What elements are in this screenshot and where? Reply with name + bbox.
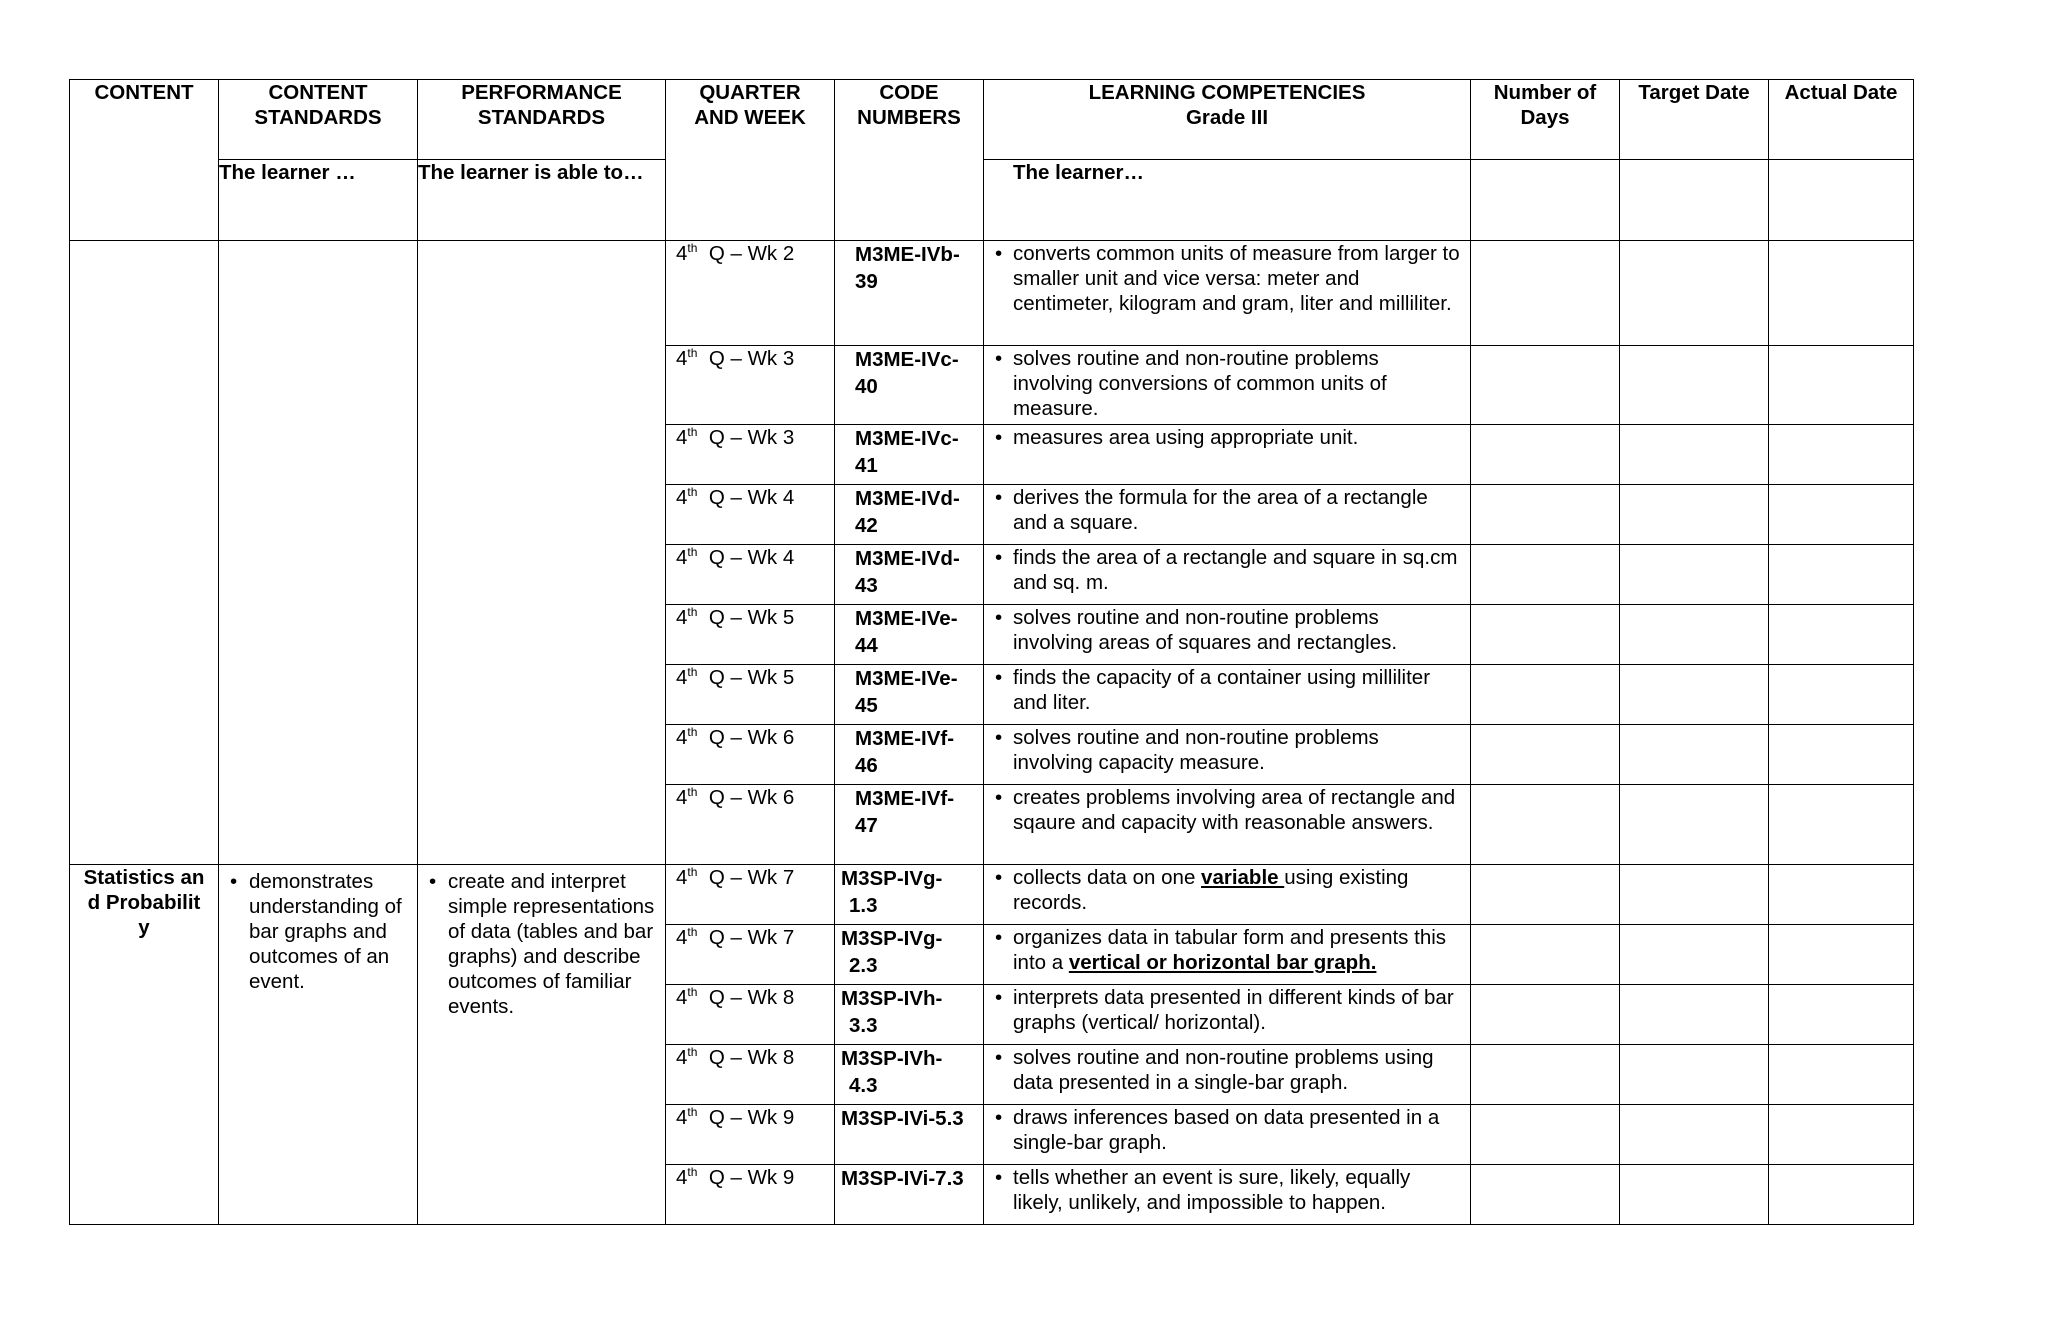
quarter-week-cell [666,545,835,605]
quarter-week-cell [666,605,835,665]
target-date-cell [1620,605,1769,665]
competency-cell [984,425,1471,485]
code-number [835,925,983,979]
code-number [835,725,983,779]
quarter-week-text [666,605,834,630]
competency-cell [984,1105,1471,1165]
competency-cell [984,785,1471,865]
competency-label: derives the formula for the area of a rectangle and a square. [1013,486,1428,534]
subheader-performance-standards: The learner is able to… [418,160,666,241]
bullet-icon: • [995,1106,1003,1129]
code-prefix: M3ME-IVd- [855,547,960,570]
quarter-week-cell [666,785,835,865]
table-row [70,241,1914,346]
week-label: Q – Wk 2 [708,242,795,265]
bullet-icon: • [995,986,1003,1009]
quarter-number: 4 [676,347,688,370]
target-date-cell [1620,346,1769,425]
week-label: Q – Wk 8 [708,1046,795,1069]
competency-label-end: using existing records. [1013,866,1409,914]
days-cell [1471,605,1620,665]
competency-label: finds the capacity of a container using milliliter and liter. [1013,666,1431,714]
target-date-cell [1620,1165,1769,1225]
competency-text [984,346,1470,421]
bullet-icon: • [995,426,1003,449]
competency-label: solves routine and non-routine problems involving capacity measure. [1013,726,1379,774]
competency-text [984,985,1470,1035]
code-suffix: 40 [855,375,878,398]
quarter-number: 4 [676,546,688,569]
target-date-cell [1620,925,1769,985]
competency-label: finds the area of a rectangle and square in sq.cm and sq. m. [1013,546,1458,594]
subheader-target-date-cell [1620,160,1769,241]
days-cell [1471,985,1620,1045]
days-cell [1471,485,1620,545]
code-suffix: 43 [855,574,878,597]
code-number [835,865,983,919]
ordinal-suffix: th [687,545,698,559]
content-standard-statistics [219,865,418,1225]
ordinal-suffix: th [687,485,698,499]
ordinal-suffix: th [687,985,698,999]
header-quarter-week-label: QUARTER AND WEEK [694,81,806,129]
competency-text [984,665,1470,715]
bullet-icon: • [995,866,1003,889]
ordinal-suffix: th [687,605,698,619]
competency-label: creates problems involving area of rectangle and sqaure and capacity with reasonable answers. [1013,786,1456,834]
code-prefix: M3ME-IVe- [855,667,958,690]
actual-date-cell [1769,425,1914,485]
quarter-week-cell [666,665,835,725]
bullet-icon: • [995,926,1003,949]
header-target-date: Target Date [1620,80,1769,160]
week-label: Q – Wk 6 [708,786,795,809]
actual-date-cell [1769,665,1914,725]
target-date-cell [1620,545,1769,605]
code-number [835,1045,983,1099]
days-cell [1471,545,1620,605]
performance-standard-text [418,865,665,1019]
days-cell [1471,725,1620,785]
competency-text [984,785,1470,835]
days-cell [1471,925,1620,985]
header-learning-competencies [984,80,1471,160]
days-cell [1471,1165,1620,1225]
quarter-number: 4 [676,986,688,1009]
actual-date-cell [1769,241,1914,346]
code-prefix: M3ME-IVb- [855,243,960,266]
bullet-icon: • [995,347,1003,370]
ordinal-suffix: th [687,665,698,679]
code-cell [835,241,984,346]
code-prefix: M3SP-IVg- [841,927,943,950]
subheader-actual-date-cell [1769,160,1914,241]
performance-standard-cell-blank [418,241,666,865]
quarter-week-cell [666,1045,835,1105]
code-prefix: M3SP-IVi-7.3 [841,1167,964,1190]
competency-text [984,545,1470,595]
competency-label: solves routine and non-routine problems using data presented in a single-bar graph. [1013,1046,1434,1094]
competency-label: converts common units of measure from larger to smaller unit and vice versa: meter and centimeter, kilogram and gram, liter and milliliter. [1013,242,1460,315]
competency-label: collects data on one [1013,866,1202,889]
quarter-week-text [666,665,834,690]
code-prefix: M3ME-IVd- [855,487,960,510]
code-prefix: M3SP-IVh- [841,987,943,1010]
code-prefix: M3ME-IVe- [855,607,958,630]
code-suffix: 44 [855,634,878,657]
code-suffix: 1.3 [849,894,878,917]
quarter-week-cell [666,241,835,346]
quarter-number: 4 [676,1106,688,1129]
competency-cell [984,725,1471,785]
target-date-cell [1620,1045,1769,1105]
competency-label: organizes data in tabular form and presents this into a [1013,926,1447,974]
code-prefix: M3ME-IVf- [855,787,955,810]
quarter-number: 4 [676,786,688,809]
quarter-number: 4 [676,606,688,629]
ordinal-suffix: th [687,925,698,939]
quarter-week-cell [666,346,835,425]
code-number [835,785,983,839]
quarter-week-text [666,925,834,950]
target-date-cell [1620,665,1769,725]
header-quarter-week [666,80,835,241]
competency-text [984,485,1470,535]
quarter-number: 4 [676,242,688,265]
bullet-icon: • [995,666,1003,689]
competency-cell [984,925,1471,985]
header-performance-standards: PERFORMANCE STANDARDS [418,80,666,160]
competency-label: solves routine and non-routine problems involving areas of squares and rectangles. [1013,606,1398,654]
header-content: CONTENT [70,80,219,241]
code-suffix: 45 [855,694,878,717]
quarter-week-text [666,1105,834,1130]
quarter-week-text [666,985,834,1010]
quarter-week-cell [666,865,835,925]
competency-text [984,241,1470,316]
competency-cell [984,485,1471,545]
code-cell [835,725,984,785]
actual-date-cell [1769,725,1914,785]
code-prefix: M3ME-IVf- [855,727,955,750]
days-cell [1471,1105,1620,1165]
target-date-cell [1620,785,1769,865]
target-date-cell [1620,865,1769,925]
bullet-icon: • [230,870,238,893]
content-standard-text [219,865,417,994]
competency-text [984,865,1470,915]
ordinal-suffix: th [687,1165,698,1179]
subheader-number-of-days-cell [1471,160,1620,241]
bullet-icon: • [995,1166,1003,1189]
competency-cell [984,865,1471,925]
competency-text [984,725,1470,775]
actual-date-cell [1769,985,1914,1045]
ordinal-suffix: th [687,1105,698,1119]
competency-text [984,1165,1470,1215]
days-cell [1471,665,1620,725]
days-cell [1471,1045,1620,1105]
week-label: Q – Wk 7 [708,926,795,949]
competency-emphasis: variable [1201,866,1285,889]
code-suffix: 42 [855,514,878,537]
bullet-icon: • [995,546,1003,569]
code-suffix: 2.3 [849,954,878,977]
code-suffix: 3.3 [849,1014,878,1037]
competency-cell [984,1165,1471,1225]
quarter-week-text [666,545,834,570]
competency-label: draws inferences based on data presented in a single-bar graph. [1013,1106,1440,1154]
actual-date-cell [1769,785,1914,865]
content-statistics: Statistics and Probabilit y [70,865,219,1225]
code-cell [835,1165,984,1225]
competency-cell [984,985,1471,1045]
week-label: Q – Wk 5 [708,606,795,629]
code-number [835,241,983,295]
quarter-number: 4 [676,726,688,749]
competency-label: measures area using appropriate unit. [1013,426,1359,449]
actual-date-cell [1769,346,1914,425]
code-cell [835,605,984,665]
target-date-cell [1620,985,1769,1045]
actual-date-cell [1769,1045,1914,1105]
ordinal-suffix: th [687,1045,698,1059]
code-cell [835,1045,984,1105]
target-date-cell [1620,425,1769,485]
ordinal-suffix: th [687,865,698,879]
code-suffix: 4.3 [849,1074,878,1097]
quarter-week-cell [666,425,835,485]
code-suffix: 47 [855,814,878,837]
code-cell [835,1105,984,1165]
quarter-week-cell [666,1165,835,1225]
code-number [835,1165,983,1192]
week-label: Q – Wk 5 [708,666,795,689]
week-label: Q – Wk 4 [708,486,795,509]
week-label: Q – Wk 4 [708,546,795,569]
quarter-week-cell [666,985,835,1045]
competency-cell [984,346,1471,425]
week-label: Q – Wk 9 [708,1166,795,1189]
quarter-week-text [666,346,834,371]
competency-label: interprets data presented in different kinds of bar graphs (vertical/ horizontal). [1013,986,1454,1034]
actual-date-cell [1769,605,1914,665]
content-cell-blank [70,241,219,865]
quarter-week-text [666,725,834,750]
code-cell [835,485,984,545]
subheader-row [70,160,1914,241]
actual-date-cell [1769,925,1914,985]
days-cell [1471,241,1620,346]
week-label: Q – Wk 3 [708,426,795,449]
bullet-icon: • [995,486,1003,509]
quarter-week-text [666,485,834,510]
competency-text [984,1105,1470,1155]
ordinal-suffix: th [687,785,698,799]
code-suffix: 39 [855,270,878,293]
competency-cell [984,545,1471,605]
curriculum-guide-table [69,79,1914,1225]
bullet-icon: • [995,242,1003,265]
quarter-number: 4 [676,666,688,689]
competency-emphasis: vertical or horizontal bar graph. [1068,951,1377,974]
performance-standard-statistics [418,865,666,1225]
competency-text [984,605,1470,655]
content-standard-label: demonstrates understanding of bar graphs and outcomes of an event. [249,870,402,993]
actual-date-cell [1769,1165,1914,1225]
header-row [70,80,1914,160]
quarter-week-cell [666,485,835,545]
code-prefix: M3SP-IVg- [841,867,943,890]
days-cell [1471,425,1620,485]
quarter-number: 4 [676,486,688,509]
week-label: Q – Wk 3 [708,347,795,370]
ordinal-suffix: th [687,346,698,360]
code-cell [835,545,984,605]
code-number [835,425,983,479]
days-cell [1471,865,1620,925]
code-number [835,605,983,659]
competency-cell [984,241,1471,346]
code-number [835,1105,983,1132]
code-number [835,665,983,719]
code-cell [835,925,984,985]
code-cell [835,346,984,425]
code-prefix: M3SP-IVh- [841,1047,943,1070]
header-learning-competencies-label: LEARNING COMPETENCIES [1088,81,1366,104]
ordinal-suffix: th [687,241,698,255]
quarter-week-text [666,425,834,450]
code-suffix: 46 [855,754,878,777]
quarter-week-text [666,785,834,810]
subheader-content-standards: The learner … [219,160,418,241]
header-grade-label: Grade III [1185,106,1269,129]
week-label: Q – Wk 7 [708,866,795,889]
bullet-icon: • [429,870,437,893]
actual-date-cell [1769,1105,1914,1165]
code-cell [835,985,984,1045]
week-label: Q – Wk 9 [708,1106,795,1129]
competency-label: tells whether an event is sure, likely, equally likely, unlikely, and impossible to happen. [1013,1166,1411,1214]
code-number [835,485,983,539]
quarter-week-text [666,1045,834,1070]
header-actual-date: Actual Date [1769,80,1914,160]
performance-standard-label: create and interpret simple representations of data (tables and bar graphs) and describe outcomes of familiar events. [448,870,655,1018]
code-prefix: M3SP-IVi-5.3 [841,1107,964,1130]
ordinal-suffix: th [687,725,698,739]
quarter-number: 4 [676,426,688,449]
actual-date-cell [1769,865,1914,925]
code-cell [835,785,984,865]
target-date-cell [1620,725,1769,785]
actual-date-cell [1769,545,1914,605]
quarter-week-cell [666,925,835,985]
week-label: Q – Wk 6 [708,726,795,749]
competency-text [984,425,1470,450]
code-number [835,346,983,400]
ordinal-suffix: th [687,425,698,439]
actual-date-cell [1769,485,1914,545]
quarter-week-text [666,241,834,266]
header-code-numbers-label: CODE NUMBERS [857,81,961,129]
quarter-number: 4 [676,1166,688,1189]
competency-label: solves routine and non-routine problems involving conversions of common units of measure. [1013,347,1387,420]
competency-cell [984,1045,1471,1105]
quarter-week-cell [666,1105,835,1165]
bullet-icon: • [995,726,1003,749]
code-prefix: M3ME-IVc- [855,427,959,450]
quarter-week-text [666,1165,834,1190]
competency-cell [984,665,1471,725]
code-number [835,985,983,1039]
days-cell [1471,785,1620,865]
code-prefix: M3ME-IVc- [855,348,959,371]
code-cell [835,425,984,485]
code-cell [835,865,984,925]
bullet-icon: • [995,606,1003,629]
table-row [70,865,1914,925]
content-standard-cell-blank [219,241,418,865]
competency-text [984,1045,1470,1095]
bullet-icon: • [995,786,1003,809]
quarter-number: 4 [676,1046,688,1069]
quarter-week-text [666,865,834,890]
target-date-cell [1620,485,1769,545]
bullet-icon: • [995,1046,1003,1069]
code-number [835,545,983,599]
header-number-of-days: Number of Days [1471,80,1620,160]
target-date-cell [1620,241,1769,346]
competency-cell [984,605,1471,665]
week-label: Q – Wk 8 [708,986,795,1009]
subheader-learning-competencies: The learner… [984,160,1471,241]
code-suffix: 41 [855,454,878,477]
quarter-week-cell [666,725,835,785]
code-cell [835,665,984,725]
header-content-standards: CONTENT STANDARDS [219,80,418,160]
quarter-number: 4 [676,926,688,949]
days-cell [1471,346,1620,425]
target-date-cell [1620,1105,1769,1165]
competency-text [984,925,1470,975]
header-code-numbers [835,80,984,241]
quarter-number: 4 [676,866,688,889]
